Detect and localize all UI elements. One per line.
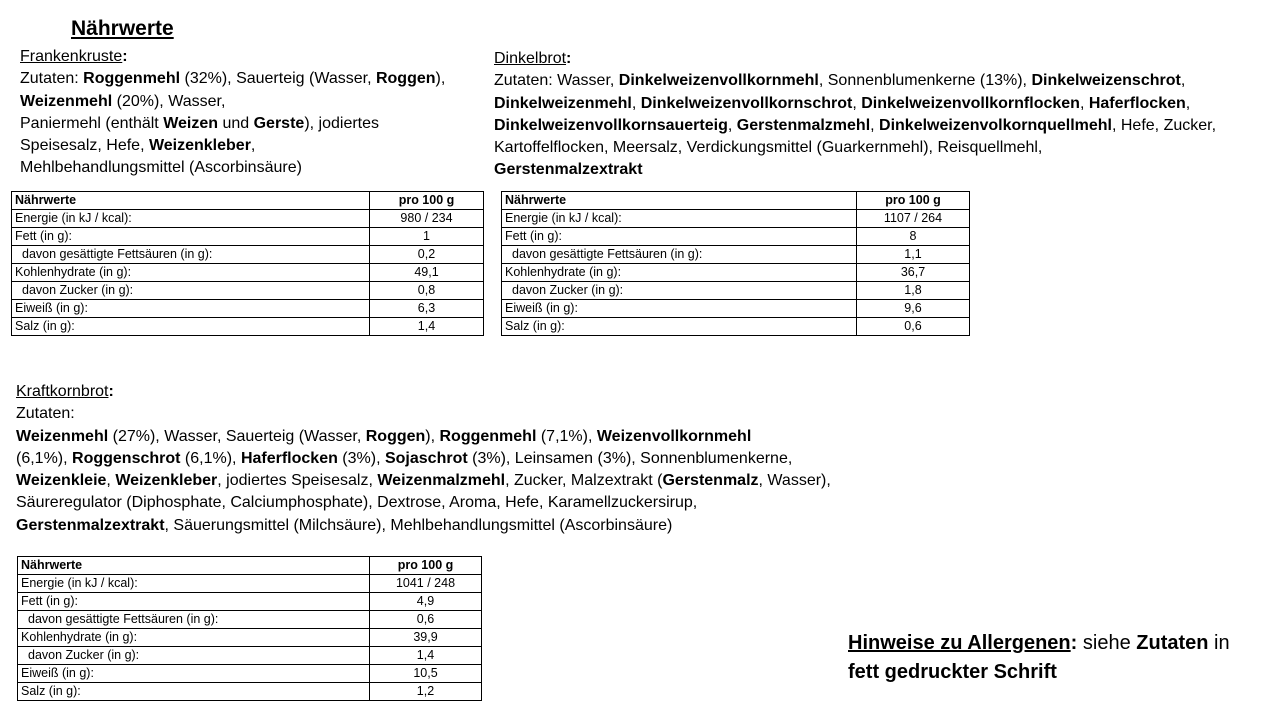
ingredient-text: Zutaten: Wasser, <box>494 72 619 90</box>
allergen-ingredient: Dinkelweizenvollkornschrot <box>640 94 853 112</box>
bread-section-dinkelbrot <box>494 48 1216 182</box>
allergen-ingredient: Dinkelweizenvolkornquellmehl <box>879 116 1112 134</box>
ingredient-text: , jodiertes Speisesalz, <box>217 472 378 490</box>
nutrient-value: 8 <box>857 228 970 246</box>
table-row <box>12 318 484 336</box>
nutrient-label: davon gesättigte Fettsäuren (in g): <box>502 246 857 264</box>
nutrient-value: 0,6 <box>370 611 482 629</box>
allergen-ingredient: Weizen <box>163 114 219 132</box>
ingredient-text: ), <box>425 427 440 445</box>
nutrient-label: Eiweiß (in g): <box>502 300 857 318</box>
ingredients-text <box>16 403 831 537</box>
table-row <box>12 282 484 300</box>
ingredients-line <box>494 115 1216 137</box>
allergen-ingredient: Gerstenmalzextrakt <box>494 161 643 179</box>
allergen-ingredient: Haferflocken <box>1088 94 1186 112</box>
ingredient-text: , <box>250 137 256 155</box>
nutrient-label: davon gesättigte Fettsäuren (in g): <box>18 611 370 629</box>
ingredient-text: ), jodiertes <box>304 114 380 132</box>
nutrient-label: Kohlenhydrate (in g): <box>18 629 370 647</box>
ingredients-line <box>16 515 831 537</box>
ingredient-text: Paniermehl (enthält <box>20 114 164 132</box>
nutrient-label: Eiweiß (in g): <box>18 665 370 683</box>
table-row <box>18 683 482 701</box>
ingredient-text: Säureregulator (Diphosphate, Calciumphosphate), Dextrose, Aroma, Hefe, Karamellzuckersirup, <box>16 494 698 512</box>
allergen-ingredient: Dinkelweizenvollkornflocken <box>861 94 1080 112</box>
ingredient-text: , <box>870 116 880 134</box>
table-row <box>18 593 482 611</box>
table-row <box>502 300 970 318</box>
column-header-nutrient: Nährwerte <box>502 192 857 210</box>
nutrition-table-kraftkornbrot <box>17 556 482 701</box>
bread-heading <box>20 46 445 68</box>
nutrient-value: 10,5 <box>370 665 482 683</box>
allergen-label: Hinweise zu Allergenen <box>848 632 1071 654</box>
bread-name: Dinkelbrot <box>494 50 567 67</box>
allergen-ingredient: Weizenkleber <box>115 472 218 490</box>
ingredients-line <box>16 470 831 492</box>
allergen-text-1: siehe <box>1077 632 1137 654</box>
ingredients-line <box>20 91 445 113</box>
bread-name-colon: : <box>566 50 572 67</box>
nutrient-label: Salz (in g): <box>18 683 370 701</box>
ingredient-text: (32%), Sauerteig (Wasser, <box>180 70 376 88</box>
nutrient-label: Fett (in g): <box>12 228 370 246</box>
ingredient-text: (27%), Wasser, Sauerteig (Wasser, <box>108 427 366 445</box>
nutrient-label: davon Zucker (in g): <box>502 282 857 300</box>
ingredient-text: (6,1%), <box>16 449 73 467</box>
allergen-ingredient: Weizenkleie <box>16 472 107 490</box>
bread-heading <box>494 48 1216 70</box>
table-row <box>18 575 482 593</box>
nutrient-value: 6,3 <box>370 300 484 318</box>
nutrient-label: Energie (in kJ / kcal): <box>18 575 370 593</box>
nutrient-value: 4,9 <box>370 593 482 611</box>
nutrient-label: davon gesättigte Fettsäuren (in g): <box>12 246 370 264</box>
nutrient-value: 1 <box>370 228 484 246</box>
nutrient-value: 39,9 <box>370 629 482 647</box>
nutrient-value: 1,2 <box>370 683 482 701</box>
allergen-ingredient: Weizenmehl <box>20 92 113 110</box>
table-row <box>502 228 970 246</box>
nutrient-label: Fett (in g): <box>502 228 857 246</box>
allergen-ingredient: Roggenmehl <box>83 70 181 88</box>
nutrient-value: 36,7 <box>857 264 970 282</box>
allergen-ingredient: Dinkelweizenmehl <box>494 94 632 112</box>
table-row <box>18 611 482 629</box>
nutrition-table-dinkelbrot <box>501 191 970 336</box>
nutrient-value: 9,6 <box>857 300 970 318</box>
nutrient-value: 1041 / 248 <box>370 575 482 593</box>
ingredient-text: , Hefe, Zucker, <box>1111 116 1217 134</box>
table-row <box>12 246 484 264</box>
bread-section-frankenkruste <box>20 46 445 180</box>
nutrient-label: Salz (in g): <box>502 318 857 336</box>
ingredients-line <box>16 403 831 425</box>
table-header-row <box>18 557 482 575</box>
ingredient-text: (7,1%), <box>536 427 597 445</box>
bread-section-kraftkornbrot <box>16 381 831 537</box>
nutrient-label: Kohlenhydrate (in g): <box>12 264 370 282</box>
ingredients-line <box>16 426 831 448</box>
allergen-bold-zutaten: Zutaten <box>1136 632 1209 654</box>
nutrient-value: 1107 / 264 <box>857 210 970 228</box>
nutrient-label: Eiweiß (in g): <box>12 300 370 318</box>
allergen-ingredient: Haferflocken <box>240 449 338 467</box>
nutrient-label: Salz (in g): <box>12 318 370 336</box>
nutrient-value: 1,4 <box>370 318 484 336</box>
nutrient-value: 0,8 <box>370 282 484 300</box>
allergen-ingredient: Dinkelweizenvollkornmehl <box>618 72 819 90</box>
table-row <box>502 246 970 264</box>
page-title: Nährwerte <box>71 17 174 40</box>
column-header-nutrient: Nährwerte <box>12 192 370 210</box>
table-row <box>502 210 970 228</box>
nutrient-label: davon Zucker (in g): <box>12 282 370 300</box>
table-row <box>12 228 484 246</box>
ingredient-text: Zutaten: <box>20 70 84 88</box>
column-header-nutrient: Nährwerte <box>18 557 370 575</box>
ingredient-text: , <box>1079 94 1089 112</box>
allergen-ingredient: Gerstenmalz <box>662 472 759 490</box>
ingredient-text: Speisesalz, Hefe, <box>20 137 149 155</box>
ingredient-text: ), <box>435 70 446 88</box>
ingredient-text: , Sonnenblumenkerne (13%), <box>818 72 1032 90</box>
ingredient-text: Zutaten: <box>16 405 75 423</box>
ingredient-text: , <box>852 94 862 112</box>
bread-name-colon: : <box>108 383 114 400</box>
ingredients-line <box>20 113 445 135</box>
allergen-ingredient: Sojaschrot <box>384 449 468 467</box>
table-row <box>502 282 970 300</box>
ingredient-text: (3%), Leinsamen (3%), Sonnenblumenkerne, <box>467 449 793 467</box>
ingredient-text: (20%), Wasser, <box>112 92 226 110</box>
ingredient-text: , Wasser), <box>758 472 831 490</box>
nutrient-value: 1,1 <box>857 246 970 264</box>
nutrient-value: 0,2 <box>370 246 484 264</box>
ingredient-text: und <box>218 114 254 132</box>
allergen-ingredient: Roggen <box>365 427 426 445</box>
allergen-ingredient: Weizenvollkornmehl <box>596 427 752 445</box>
table-header-row <box>502 192 970 210</box>
allergen-note <box>848 629 1268 687</box>
nutrient-label: Fett (in g): <box>18 593 370 611</box>
allergen-bold-fett: fett gedruckter Schrift <box>848 661 1057 683</box>
allergen-ingredient: Dinkelweizenschrot <box>1031 72 1181 90</box>
column-header-per-100g: pro 100 g <box>370 192 484 210</box>
ingredient-text: , <box>106 472 116 490</box>
bread-name: Kraftkornbrot <box>16 383 109 400</box>
allergen-ingredient: Gerstenmalzmehl <box>736 116 871 134</box>
ingredient-text: , <box>1185 94 1191 112</box>
allergen-ingredient: Weizenkleber <box>148 137 251 155</box>
allergen-ingredient: Roggenmehl <box>439 427 537 445</box>
allergen-ingredient: Roggen <box>375 70 436 88</box>
nutrient-value: 0,6 <box>857 318 970 336</box>
ingredients-line <box>494 70 1216 92</box>
ingredient-text: , <box>727 116 737 134</box>
table-header-row <box>12 192 484 210</box>
ingredient-text: , <box>631 94 641 112</box>
ingredients-line <box>494 159 1216 181</box>
nutrition-table-frankenkruste <box>11 191 484 336</box>
ingredients-line <box>20 157 445 179</box>
ingredients-line <box>20 135 445 157</box>
allergen-ingredient: Weizenmalzmehl <box>377 472 506 490</box>
table-row <box>12 300 484 318</box>
table-row <box>502 264 970 282</box>
allergen-ingredient: Dinkelweizenvollkornsauerteig <box>494 116 728 134</box>
bread-heading <box>16 381 831 403</box>
table-row <box>18 629 482 647</box>
table-row <box>12 210 484 228</box>
ingredient-text: , Zucker, Malzextrakt ( <box>505 472 663 490</box>
nutrient-label: Energie (in kJ / kcal): <box>12 210 370 228</box>
column-header-per-100g: pro 100 g <box>370 557 482 575</box>
allergen-colon: : <box>1070 632 1078 654</box>
bread-name: Frankenkruste <box>20 48 123 65</box>
ingredients-line <box>16 492 831 514</box>
nutrient-label: davon Zucker (in g): <box>18 647 370 665</box>
nutrient-value: 49,1 <box>370 264 484 282</box>
ingredient-text: , Säuerungsmittel (Milchsäure), Mehlbehandlungsmittel (Ascorbinsäure) <box>164 516 673 534</box>
allergen-ingredient: Roggenschrot <box>72 449 181 467</box>
allergen-text-2: in <box>1208 632 1230 654</box>
bread-name-colon: : <box>122 48 128 65</box>
ingredient-text: , <box>1180 72 1186 90</box>
allergen-line-1 <box>848 629 1268 658</box>
ingredients-line <box>494 137 1216 159</box>
nutrient-label: Kohlenhydrate (in g): <box>502 264 857 282</box>
nutrient-value: 1,4 <box>370 647 482 665</box>
nutrient-value: 980 / 234 <box>370 210 484 228</box>
ingredient-text: Kartoffelflocken, Meersalz, Verdickungsmittel (Guarkernmehl), Reisquellmehl, <box>494 139 1043 157</box>
ingredients-text <box>20 68 445 179</box>
allergen-ingredient: Weizenmehl <box>16 427 109 445</box>
nutrient-label: Energie (in kJ / kcal): <box>502 210 857 228</box>
ingredient-text: (6,1%), <box>180 449 241 467</box>
column-header-per-100g: pro 100 g <box>857 192 970 210</box>
nutrient-value: 1,8 <box>857 282 970 300</box>
ingredients-line <box>16 448 831 470</box>
ingredients-text <box>494 70 1216 181</box>
table-row <box>502 318 970 336</box>
ingredient-text: Mehlbehandlungsmittel (Ascorbinsäure) <box>20 159 302 177</box>
table-row <box>12 264 484 282</box>
table-row <box>18 665 482 683</box>
table-row <box>18 647 482 665</box>
allergen-line-2 <box>848 658 1268 687</box>
allergen-ingredient: Gerste <box>253 114 305 132</box>
allergen-ingredient: Gerstenmalzextrakt <box>16 516 165 534</box>
ingredients-line <box>20 68 445 90</box>
ingredient-text: (3%), <box>337 449 385 467</box>
ingredients-line <box>494 93 1216 115</box>
